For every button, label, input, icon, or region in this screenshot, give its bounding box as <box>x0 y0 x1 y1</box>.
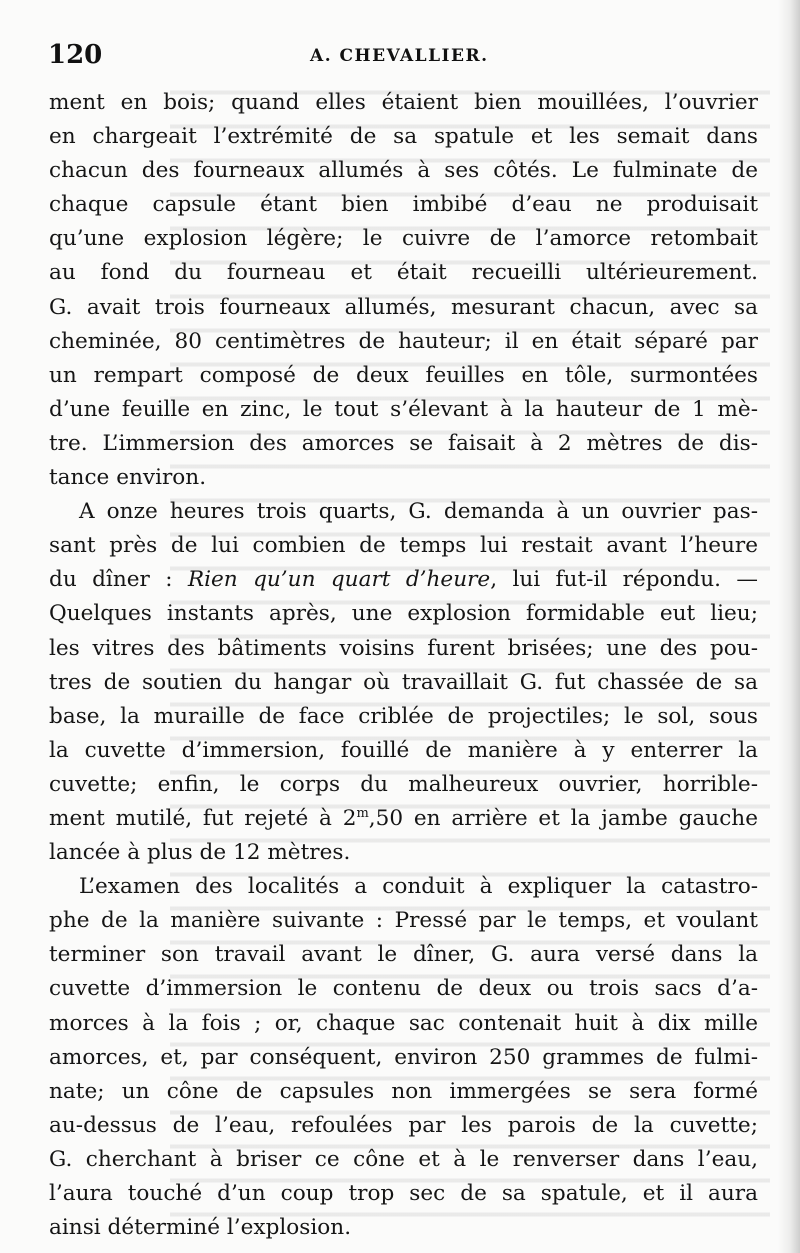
page-edge-shadow <box>778 0 800 1253</box>
text-line: au fond du fourneau et était recueilli ultérieurement. <box>49 260 758 286</box>
text-line: Quelques instants après, une explosion formidable eut lieu; <box>49 601 758 627</box>
text-line: d’une feuille en zinc, le tout s’élevant à la hauteur de 1 mè- <box>49 396 758 422</box>
text-line: cuvette d’immersion le contenu de deux ou trois sacs d’a- <box>49 976 758 1002</box>
text-line: chacun des fourneaux allumés à ses côtés. Le fulminate de <box>49 158 758 184</box>
text-line-with-italic <box>49 563 758 597</box>
italic-quote: Rien qu’un quart d’heure <box>187 567 491 593</box>
text-line: L’examen des localités a conduit à expliquer la catastro- <box>79 874 758 900</box>
text-segment: , lui fut-il répondu. — <box>490 567 758 593</box>
text-segment: du dîner : <box>49 567 173 593</box>
page-header <box>48 40 760 72</box>
running-head: A. CHEVALLIER. <box>310 46 489 66</box>
text-line: sant près de lui combien de temps lui restait avant l’heure <box>49 533 758 559</box>
text-line: tance environ. <box>49 465 207 491</box>
text-line: un rempart composé de deux feuilles en tôle, surmontées <box>49 362 758 388</box>
text-line: chaque capsule étant bien imbibé d’eau ne produisait <box>49 192 758 218</box>
text-segment: ,50 en arrière et la jambe gauche <box>368 805 758 831</box>
text-segment: ment mutilé, fut rejeté à 2 <box>49 805 357 831</box>
text-line-with-superscript <box>49 802 758 836</box>
text-line: les vitres des bâtiments voisins furent brisées; une des pou- <box>49 635 758 661</box>
page-number: 120 <box>48 40 103 70</box>
text-line: phe de la manière suivante : Pressé par le temps, et voulant <box>49 908 758 934</box>
text-line: la cuvette d’immersion, fouillé de manière à y enterrer la <box>49 737 758 763</box>
text-line: G. avait trois fourneaux allumés, mesurant chacun, avec sa <box>49 294 758 320</box>
text-line: ment en bois; quand elles étaient bien mouillées, l’ouvrier <box>49 90 758 115</box>
text-line: au-dessus de l’eau, refoulées par les parois de la cuvette; <box>49 1112 758 1138</box>
text-line: morces à la fois ; or, chaque sac contenait huit à dix mille <box>49 1010 758 1036</box>
text-line: A onze heures trois quarts, G. demanda à un ouvrier pas- <box>79 499 758 525</box>
text-line: lancée à plus de 12 mètres. <box>49 840 351 866</box>
body-text <box>49 86 758 1245</box>
text-line: amorces, et, par conséquent, environ 250 grammes de fulmi- <box>49 1044 758 1070</box>
text-line: nate; un cône de capsules non immergées se sera formé <box>49 1078 758 1104</box>
text-line: tre. L’immersion des amorces se faisait à 2 mètres de dis- <box>49 430 758 456</box>
text-line: tres de soutien du hangar où travaillait G. fut chassée de sa <box>49 669 758 695</box>
superscript-meter: m <box>356 805 369 821</box>
text-line: cuvette; enfin, le corps du malheureux ouvrier, horrible- <box>49 771 758 797</box>
text-line: l’aura touché d’un coup trop sec de sa spatule, et il aura <box>49 1181 758 1206</box>
text-line: terminer son travail avant le dîner, G. aura versé dans la <box>49 942 758 968</box>
text-line: base, la muraille de face criblée de projectiles; le sol, sous <box>49 703 758 729</box>
text-line: cheminée, 80 centimètres de hauteur; il en était séparé par <box>49 328 758 354</box>
text-line: G. cherchant à briser ce cône et à le renverser dans l’eau, <box>49 1146 758 1172</box>
text-line: qu’une explosion légère; le cuivre de l’amorce retombait <box>49 226 758 252</box>
text-line: en chargeait l’extrémité de sa spatule et les semait dans <box>49 124 758 150</box>
text-line: ainsi déterminé l’explosion. <box>49 1215 352 1241</box>
